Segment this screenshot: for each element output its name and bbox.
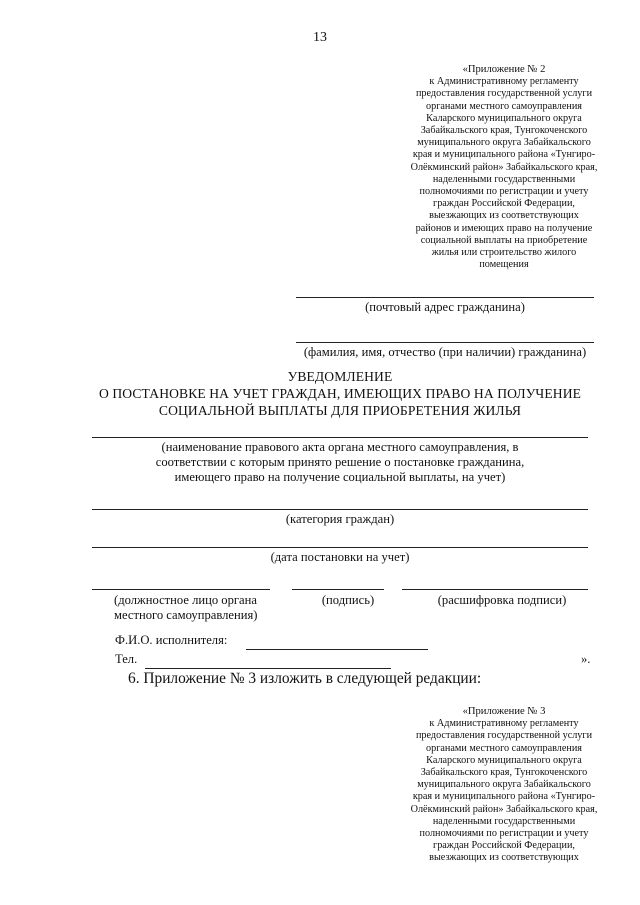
registration-date-caption: (дата постановки на учет) (270, 550, 410, 564)
notice-title-line: УВЕДОМЛЕНИЕ (287, 369, 393, 384)
appendix-3-header (390, 706, 618, 865)
appendix-2-line: помещения (479, 259, 529, 271)
postal-address-caption: (почтовый адрес гражданина) (365, 300, 525, 314)
signature-line (292, 589, 384, 590)
appendix-2-line: Олёкминский район» Забайкальского края, (410, 161, 598, 173)
appendix-2-line: выезжающих из соответствующих (429, 210, 579, 222)
item-6-text: 6. Приложение № 3 изложить в следующей редакции: (128, 670, 482, 687)
appendix-2-line: граждан Российской Федерации, (433, 198, 575, 210)
appendix-2-line: социальной выплаты на приобретение (420, 234, 588, 246)
appendix-3-line: Олёкминский район» Забайкальского края, (410, 803, 598, 815)
appendix-3-line: Забайкальского края, Тунгокоченского (420, 767, 588, 779)
appendix-2-line: органами местного самоуправления (426, 100, 582, 112)
appendix-2-line: Каларского муниципального округа (426, 112, 582, 124)
category-caption: (категория граждан) (285, 512, 395, 526)
appendix-3-line: выезжающих из соответствующих (429, 852, 579, 864)
appendix-2-line: жилья или строительство жилого (431, 247, 577, 259)
registration-date-line (92, 547, 588, 548)
appendix-3-line: граждан Российской Федерации, (433, 840, 575, 852)
official-caption-line: местного самоуправления) (114, 608, 258, 622)
appendix-2-header (390, 64, 618, 271)
category-line (92, 509, 588, 510)
appendix-3-line: Каларского муниципального округа (426, 754, 582, 766)
appendix-3-line: муниципального округа Забайкальского (417, 779, 591, 791)
appendix-2-line: края и муниципального района «Тунгиро- (412, 149, 596, 161)
decoding-line (402, 589, 588, 590)
official-caption-line: (должностное лицо органа (114, 593, 257, 607)
executor-line (246, 649, 428, 650)
appendix-3-line: предоставления государственной услуги (415, 730, 593, 742)
appendix-2-line: Забайкальского края, Тунгокоченского (420, 125, 588, 137)
legal-act-caption (92, 440, 588, 485)
official-caption (92, 593, 292, 623)
notice-title (80, 368, 600, 419)
appendix-2-heading: «Приложение № 2 (462, 64, 546, 75)
official-line (92, 589, 270, 590)
legal-act-caption-line: соответствии с которым принято решение о постановке гражданина, (155, 455, 525, 469)
legal-act-caption-line: (наименование правового акта органа местного самоуправления, в (161, 440, 519, 454)
signature-caption: (подпись) (321, 593, 375, 607)
legal-act-line (92, 437, 588, 438)
appendix-2-line: муниципального округа Забайкальского (417, 137, 591, 149)
postal-address-line (296, 297, 594, 298)
appendix-2-line: наделенными государственными (432, 173, 576, 185)
notice-title-line: О ПОСТАНОВКЕ НА УЧЕТ ГРАЖДАН, ИМЕЮЩИХ ПРАВО НА ПОЛУЧЕНИЕ (98, 386, 582, 401)
phone-line (145, 668, 391, 669)
page-number: 13 (313, 30, 327, 45)
appendix-2-line: полномочиями по регистрации и учету (419, 186, 589, 198)
closing-quote: ». (581, 652, 591, 666)
appendix-2-line: к Административному регламенту (429, 76, 579, 88)
appendix-3-line: края и муниципального района «Тунгиро- (412, 791, 596, 803)
legal-act-caption-line: имеющего право на получение социальной выплаты, на учет) (174, 470, 506, 484)
appendix-3-heading: «Приложение № 3 (462, 706, 546, 717)
fullname-caption: (фамилия, имя, отчество (при наличии) гражданина) (303, 345, 587, 359)
executor-label: Ф.И.О. исполнителя: (115, 633, 228, 647)
appendix-3-line: полномочиями по регистрации и учету (419, 828, 589, 840)
appendix-3-line: к Административному регламенту (429, 718, 579, 730)
decoding-caption: (расшифровка подписи) (437, 593, 567, 607)
appendix-3-line: органами местного самоуправления (426, 742, 582, 754)
appendix-2-line: предоставления государственной услуги (415, 88, 593, 100)
phone-label: Тел. (115, 652, 138, 666)
appendix-2-line: районов и имеющих право на получение (415, 222, 593, 234)
notice-title-line: СОЦИАЛЬНОЙ ВЫПЛАТЫ ДЛЯ ПРИОБРЕТЕНИЯ ЖИЛЬЯ (158, 403, 522, 418)
fullname-line (296, 342, 594, 343)
appendix-3-line: наделенными государственными (432, 815, 576, 827)
